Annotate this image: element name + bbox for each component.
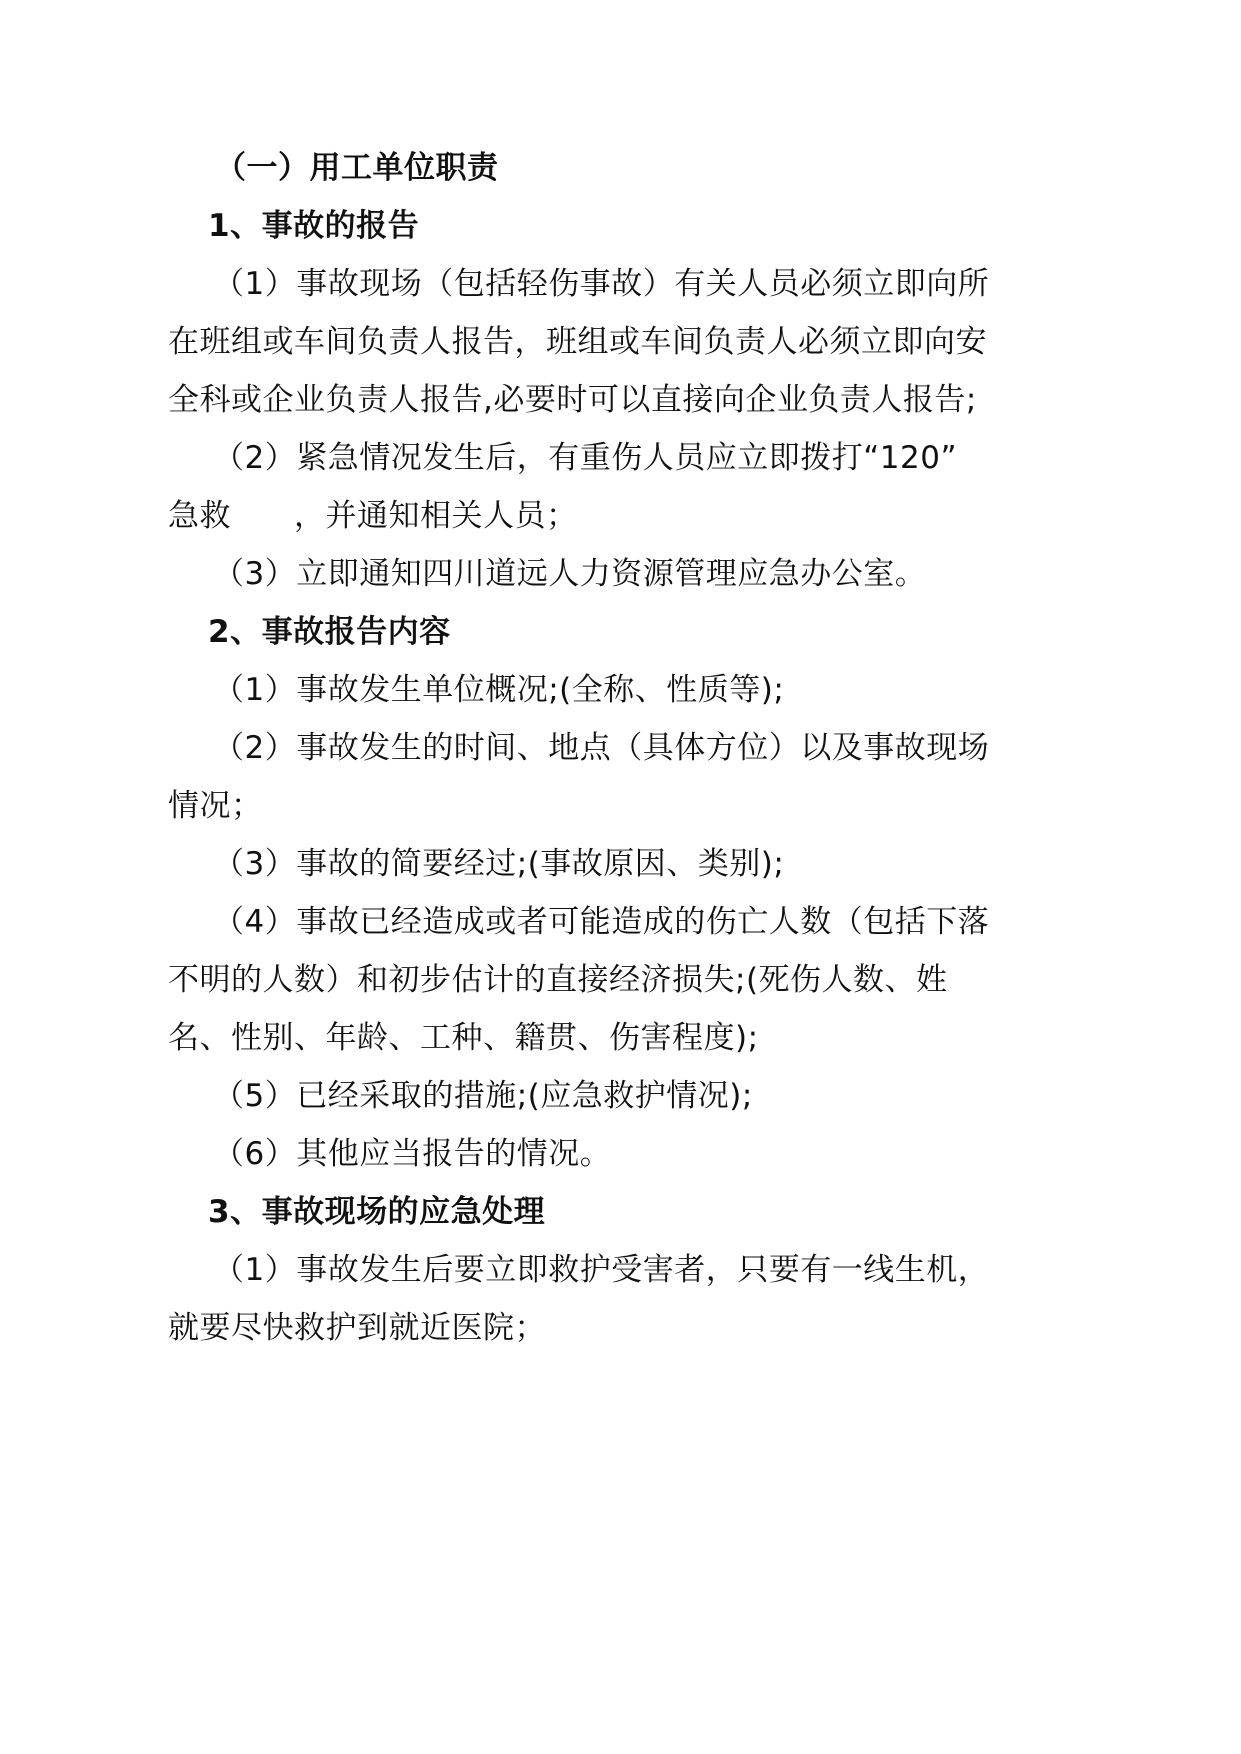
paragraph-line: （1）事故发生单位概况;(全称、性质等); [213,672,785,708]
paragraph-line: 就要尽快救护到就近医院； [168,1310,546,1346]
paragraph-line: （2）事故发生的时间、地点（具体方位）以及事故现场 [213,730,990,766]
paragraph-line: 不明的人数）和初步估计的直接经济损失;(死伤人数、姓 [168,962,948,998]
paragraph-line: （5）已经采取的措施;(应急救护情况); [213,1078,753,1114]
paragraph-line: （2）紧急情况发生后，有重伤人员应立即拨打“120” [213,440,958,476]
paragraph-line: （6）其他应当报告的情况。 [213,1136,612,1172]
section-heading: 1、事故的报告 [208,208,420,244]
paragraph-line: （4）事故已经造成或者可能造成的伤亡人数（包括下落 [213,904,990,940]
paragraph-line: （1）事故发生后要立即救护受害者，只要有一线生机， [213,1252,990,1288]
paragraph-line: 情况； [168,788,263,824]
paragraph-line: （3）立即通知四川道远人力资源管理应急办公室。 [213,556,927,592]
section-heading: 3、事故现场的应急处理 [208,1194,546,1230]
paragraph-line: （3）事故的简要经过;(事故原因、类别); [213,846,785,882]
paragraph-line: （1）事故现场（包括轻伤事故）有关人员必须立即向所 [213,266,990,302]
section-title: （一）用工单位职责 [215,150,499,186]
paragraph-line: 全科或企业负责人报告,必要时可以直接向企业负责人报告; [168,382,977,418]
paragraph-line: 在班组或车间负责人报告，班组或车间负责人必须立即向安 [168,324,987,360]
paragraph-line: 名、性别、年龄、工种、籍贯、伤害程度); [168,1020,759,1056]
section-heading: 2、事故报告内容 [208,614,451,650]
paragraph-line: 急救 ，并通知相关人员； [168,498,578,534]
